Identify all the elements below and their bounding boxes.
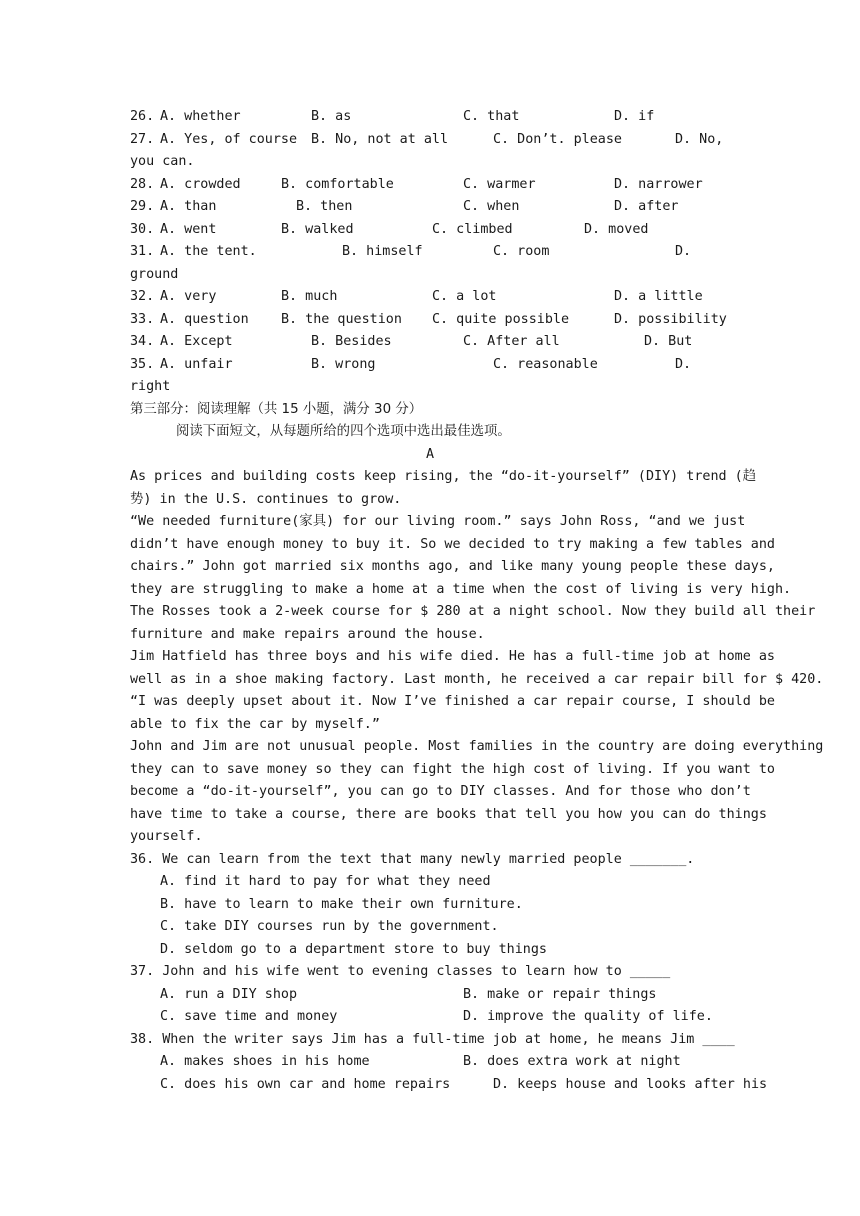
- passage-line: [0, 669, 860, 691]
- question-number: 28.: [130, 177, 155, 192]
- question-30: [0, 219, 860, 241]
- question-stem: 37. John and his wife went to evening classes to learn how to _____: [130, 964, 671, 979]
- option-c: C. climbed: [432, 222, 513, 237]
- option-b: B. does extra work at night: [463, 1054, 681, 1069]
- passage-text: John and Jim are not unusual people. Most families in the country are doing everything: [130, 739, 824, 754]
- question-31: [0, 241, 860, 263]
- option-d: D. keeps house and looks after his: [493, 1077, 768, 1092]
- option-c: C. does his own car and home repairs: [160, 1077, 451, 1092]
- question-36-option-a: [0, 871, 860, 893]
- question-stem: 36. We can learn from the text that many newly married people _______.: [130, 852, 695, 867]
- question-34: [0, 331, 860, 353]
- passage-line: [0, 646, 860, 668]
- question-33: [0, 309, 860, 331]
- option-a: A. very: [160, 289, 217, 304]
- question-number: 27.: [130, 132, 155, 147]
- passage-line: [0, 489, 860, 511]
- option-a: A. unfair: [160, 357, 233, 372]
- option-d: D. moved: [584, 222, 649, 237]
- question-36-option-c: [0, 916, 860, 938]
- passage-text: “I was deeply upset about it. Now I’ve finished a car repair course, I should be: [130, 694, 775, 709]
- option-b: B. Besides: [311, 334, 392, 349]
- question-37-options-ab: [0, 984, 860, 1006]
- option-c: C. Don’t. please: [493, 132, 622, 147]
- passage-line: [0, 781, 860, 803]
- option-b: B. No, not at all: [311, 132, 449, 147]
- passage-text: they are struggling to make a home at a time when the cost of living is very high.: [130, 582, 792, 597]
- passage-line: [0, 736, 860, 758]
- passage-line: [0, 624, 860, 646]
- question-stem: 38. When the writer says Jim has a full-time job at home, he means Jim ____: [130, 1032, 735, 1047]
- question-number: 35.: [130, 357, 155, 372]
- option-c: C. reasonable: [493, 357, 598, 372]
- question-38-options-ab: [0, 1051, 860, 1073]
- option-a: A. Except: [160, 334, 233, 349]
- passage-line: [0, 511, 860, 533]
- passage-line: [0, 804, 860, 826]
- option-d: D. But: [644, 334, 693, 349]
- passage-text: have time to take a course, there are books that tell you how you can do things: [130, 807, 767, 822]
- passage-text: become a “do-it-yourself”, you can go to DIY classes. And for those who don’t: [130, 784, 751, 799]
- option-d: D. narrower: [614, 177, 703, 192]
- passage-text: able to fix the car by myself.”: [130, 717, 380, 732]
- option-b: B. then: [296, 199, 353, 214]
- passage-text: well as in a shoe making factory. Last month, he received a car repair bill for $ 420.: [130, 672, 824, 687]
- option-b: B. wrong: [311, 357, 376, 372]
- question-28: [0, 174, 860, 196]
- passage-text: Jim Hatfield has three boys and his wife died. He has a full-time job at home as: [130, 649, 775, 664]
- option-a: A. Yes, of course: [160, 132, 298, 147]
- question-32: [0, 286, 860, 308]
- passage-text: The Rosses took a 2-week course for $ 280 at a night school. Now they build all their: [130, 604, 816, 619]
- question-number: 32.: [130, 289, 155, 304]
- option-a: A. the tent.: [160, 244, 257, 259]
- passage-text: furniture and make repairs around the house.: [130, 627, 485, 642]
- option-c: C. room: [493, 244, 550, 259]
- option-c: C. warmer: [463, 177, 536, 192]
- option-b: B. himself: [342, 244, 423, 259]
- option-d: D. after: [614, 199, 679, 214]
- option-d: D. if: [614, 109, 655, 124]
- question-31-continued: [0, 264, 860, 286]
- passage-line: [0, 826, 860, 848]
- option-a: A. whether: [160, 109, 241, 124]
- option-c: C. a lot: [432, 289, 497, 304]
- question-number: 30.: [130, 222, 155, 237]
- option-d-continued: you can.: [130, 154, 195, 169]
- passage-text: didn’t have enough money to buy it. So we decided to try making a few tables and: [130, 537, 775, 552]
- passage-text: chairs.” John got married six months ago, and like many young people these days,: [130, 559, 775, 574]
- option-a: A. find it hard to pay for what they need: [160, 874, 491, 889]
- passage-line: [0, 556, 860, 578]
- passage-line: [0, 601, 860, 623]
- section-instruction: 阅读下面短文，从每题所给的四个选项中选出最佳选项。: [176, 424, 511, 439]
- passage-text: they can to save money so they can fight the high cost of living. If you want to: [130, 762, 775, 777]
- question-35: [0, 354, 860, 376]
- option-b: B. have to learn to make their own furniture.: [160, 897, 523, 912]
- option-d-continued: ground: [130, 267, 179, 282]
- section-title: 第三部分：阅读理解（共 15 小题，满分 30 分）: [130, 402, 423, 417]
- option-a: A. crowded: [160, 177, 241, 192]
- question-38-options-cd: [0, 1074, 860, 1096]
- question-number: 31.: [130, 244, 155, 259]
- option-c: C. take DIY courses run by the government.: [160, 919, 499, 934]
- option-b: B. as: [311, 109, 352, 124]
- section-instruction-line: [0, 421, 860, 443]
- question-number: 34.: [130, 334, 155, 349]
- option-d: D.: [675, 357, 692, 372]
- section-heading: [0, 399, 860, 421]
- option-b: B. much: [281, 289, 338, 304]
- question-29: [0, 196, 860, 218]
- option-b: B. make or repair things: [463, 987, 657, 1002]
- option-d-continued: right: [130, 379, 171, 394]
- question-number: 26.: [130, 109, 155, 124]
- passage-text: “We needed furniture(家具) for our living room.” says John Ross, “and we just: [130, 514, 746, 529]
- option-c: C. quite possible: [432, 312, 570, 327]
- passage-label-line: [0, 444, 860, 466]
- option-c: C. After all: [463, 334, 560, 349]
- question-27-continued: [0, 151, 860, 173]
- passage-line: [0, 534, 860, 556]
- option-d: D.: [675, 244, 692, 259]
- question-number: 33.: [130, 312, 155, 327]
- option-a: A. run a DIY shop: [160, 987, 298, 1002]
- passage-text: yourself.: [130, 829, 203, 844]
- passage-line: [0, 759, 860, 781]
- option-a: A. than: [160, 199, 217, 214]
- passage-label: A: [425, 447, 435, 462]
- question-36-option-d: [0, 939, 860, 961]
- passage-line: [0, 466, 860, 488]
- option-d: D. improve the quality of life.: [463, 1009, 713, 1024]
- passage-text: 势) in the U.S. continues to grow.: [130, 492, 402, 507]
- question-36-option-b: [0, 894, 860, 916]
- passage-text: As prices and building costs keep rising, the “do-it-yourself” (DIY) trend (趋: [130, 469, 757, 484]
- question-number: 29.: [130, 199, 155, 214]
- question-36-stem: [0, 849, 860, 871]
- option-c: C. when: [463, 199, 520, 214]
- passage-line: [0, 579, 860, 601]
- question-27: [0, 129, 860, 151]
- question-37-options-cd: [0, 1006, 860, 1028]
- question-38-stem: [0, 1029, 860, 1051]
- option-d: D. a little: [614, 289, 703, 304]
- option-a: A. question: [160, 312, 249, 327]
- option-c: C. save time and money: [160, 1009, 338, 1024]
- passage-line: [0, 714, 860, 736]
- option-b: B. walked: [281, 222, 354, 237]
- passage-line: [0, 691, 860, 713]
- option-a: A. makes shoes in his home: [160, 1054, 370, 1069]
- option-d: D. possibility: [614, 312, 727, 327]
- question-26: [0, 106, 860, 128]
- option-b: B. comfortable: [281, 177, 394, 192]
- option-a: A. went: [160, 222, 217, 237]
- option-c: C. that: [463, 109, 520, 124]
- question-37-stem: [0, 961, 860, 983]
- question-35-continued: [0, 376, 860, 398]
- option-d: D. seldom go to a department store to buy things: [160, 942, 547, 957]
- option-d: D. No,: [675, 132, 724, 147]
- option-b: B. the question: [281, 312, 402, 327]
